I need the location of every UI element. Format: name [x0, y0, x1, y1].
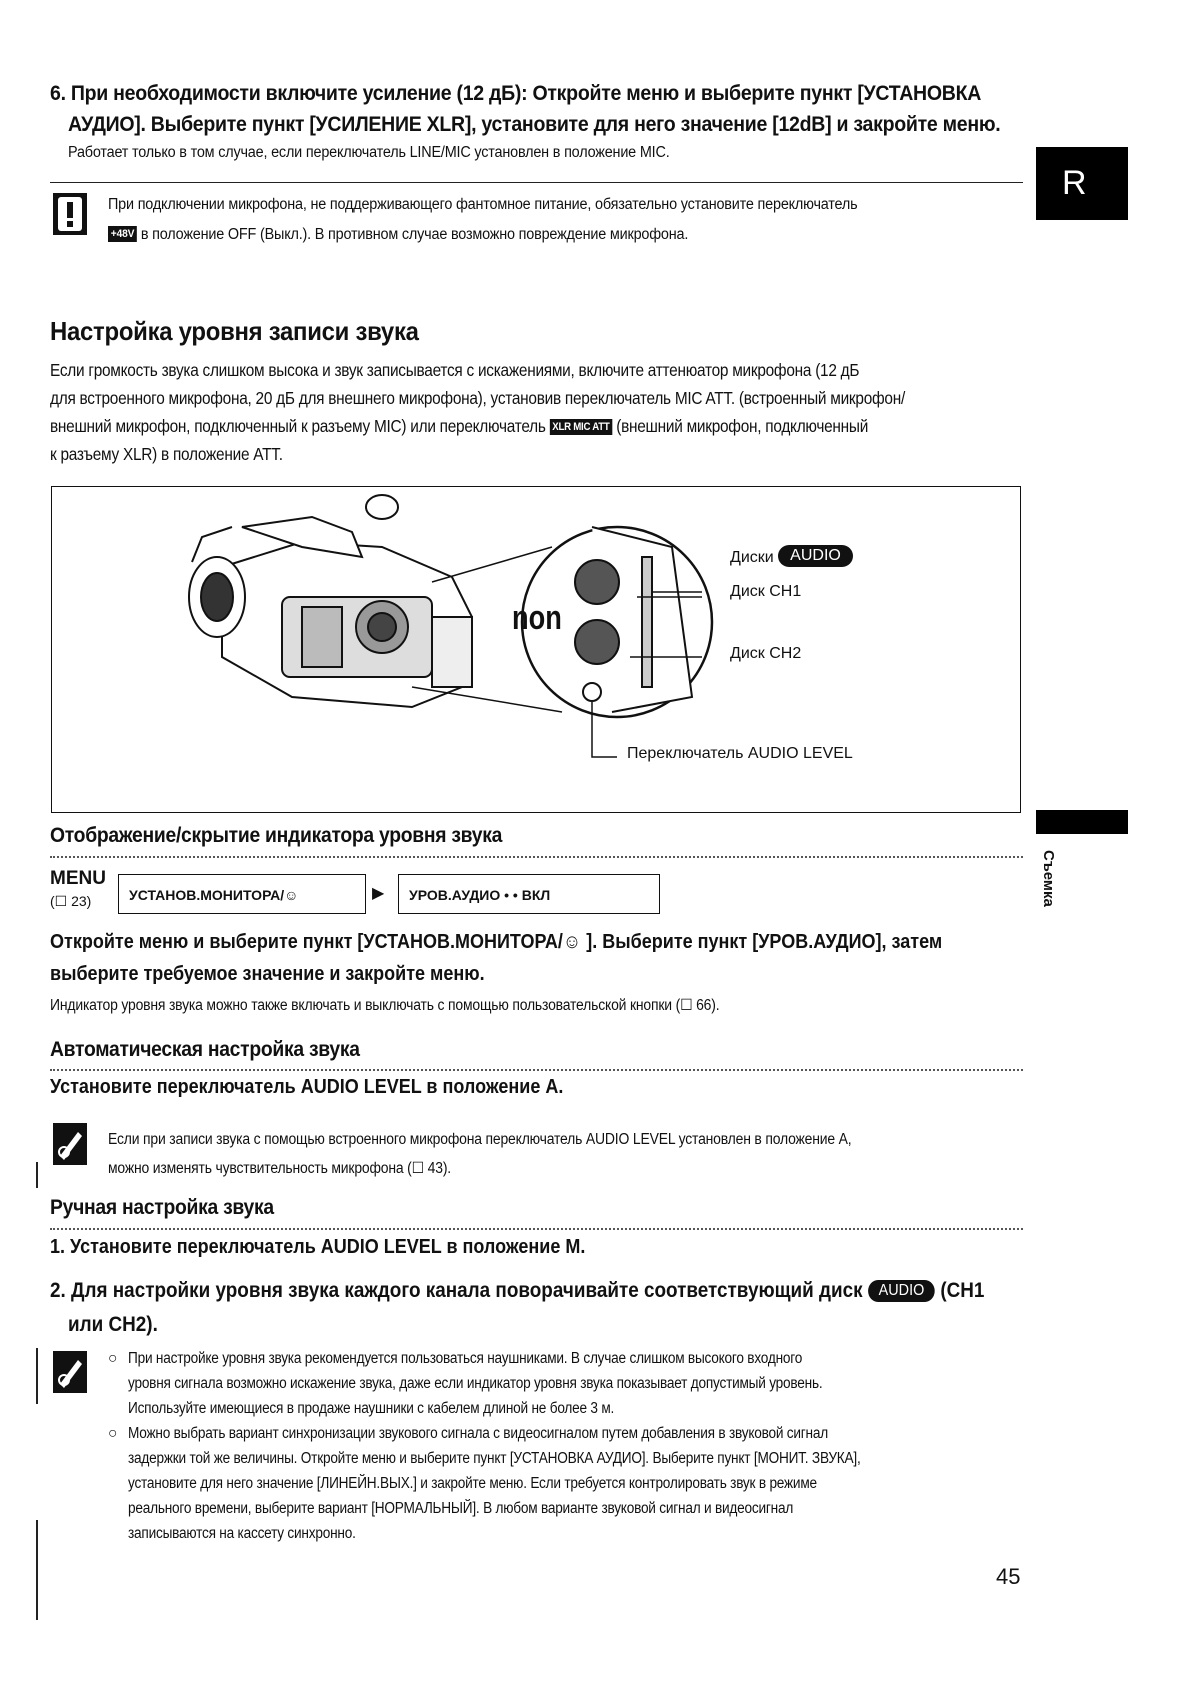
- manual-bullet-1: ○ При настройке уровня звука рекомендуется пользоваться наушниками. В случае слишком высокого входного уровня сигнала возможно искажение звука, даже если индикатор уровня звука показывает допустимый уровень. Используйте имеющиеся в продаже наушники с кабелем длиной не более 3 м.: [108, 1346, 917, 1421]
- change-bar: [36, 1162, 38, 1188]
- dotted-divider: [50, 856, 1023, 858]
- bullet-circle-icon: ○: [108, 1425, 118, 1442]
- manual-step-1: 1. Установите переключатель AUDIO LEVEL в положение M.: [50, 1236, 586, 1258]
- note-pencil-icon: [52, 1350, 88, 1394]
- warning-icon: [52, 192, 88, 236]
- dotted-divider: [50, 1069, 1023, 1071]
- section-intro: Если громкость звука слишком высока и звук записывается с искажениями, включите аттенюатор микрофона (12 дБ для встроенного микрофона, 20 дБ для внешнего микрофона), установив переключатель MIC ATT. (встроенный микрофон/ внешний микрофон, подключенный к разъему MIC) или переключатель XLR MIC ATT (внешний микрофон, подключенный к разъему XLR) в положение ATT.: [50, 360, 905, 464]
- display-note: Индикатор уровня звука можно также включать и выключать с помощью пользовательской кнопки (☐ 66).: [50, 997, 720, 1014]
- manual-bullet-2: ○ Можно выбрать вариант синхронизации звукового сигнала с видеосигналом путем добавления в звуковой сигнал задержки той же величины. Откройте меню и выберите пункт [УСТАНОВКА АУДИО]. Выберите пункт [МОНИТ. ЗВУКА], установите для него значение [ЛИНЕЙН.ВЫХ.] и закройте меню. Если требуется контролировать звук в режиме реального времени, выберите вариант [НОРМАЛЬНЫЙ]. В любом варианте звуковой сигнал и видеосигнал записываются на кассету синхронно.: [108, 1421, 960, 1546]
- label-ch2: Диск CH2: [730, 645, 802, 662]
- manual-step-2: 2. Для настройки уровня звука каждого канала поворачивайте соответствующий диск AUDIO (CH1 или CH2).: [50, 1279, 985, 1336]
- warning-text: При подключении микрофона, не поддерживающего фантомное питание, обязательно установите переключатель +48V в положение OFF (Выкл.). В противном случае возможно повреждение микрофона.: [108, 196, 858, 243]
- menu-page-ref: (☐ 23): [50, 893, 92, 909]
- label-disks: Диски AUDIO: [730, 545, 853, 567]
- auto-instruction: Установите переключатель AUDIO LEVEL в положение A.: [50, 1076, 564, 1098]
- camcorder-illustration: [52, 487, 1020, 812]
- menu-label: MENU: [50, 868, 106, 889]
- change-bar: [36, 1520, 38, 1620]
- menu-arrow-icon: ▶: [372, 885, 385, 902]
- manual-title: Ручная настройка звука: [50, 1196, 274, 1219]
- step-6-note: Работает только в том случае, если переключатель LINE/MIC установлен в положение MIC.: [68, 144, 670, 161]
- section-title: Настройка уровня записи звука: [50, 316, 419, 346]
- menu-box-monitor-setup: УСТАНОВ.МОНИТОРА/☺: [118, 874, 366, 914]
- auto-note: Если при записи звука с помощью встроенного микрофона переключатель AUDIO LEVEL установлен в положение A, можно изменять чувствительность микрофона (☐ 43).: [108, 1131, 852, 1177]
- display-instruction: Откройте меню и выберите пункт [УСТАНОВ.МОНИТОРА/☺ ]. Выберите пункт [УРОВ.АУДИО], затем выберите требуемое значение и закройте меню.: [50, 931, 943, 985]
- camera-figure: [51, 486, 1021, 813]
- audio-badge: AUDIO: [778, 545, 853, 567]
- step-6: [50, 78, 1030, 140]
- bullet-circle-icon: ○: [108, 1350, 118, 1367]
- dotted-divider: [50, 1228, 1023, 1230]
- auto-title: Автоматическая настройка звука: [50, 1038, 360, 1061]
- step-6-line1: 6. При необходимости включите усиление (12 дБ): Откройте меню и выберите пункт [УСТАНОВКА: [50, 82, 982, 105]
- label-ch1: Диск CH1: [730, 583, 802, 600]
- divider: [50, 182, 1023, 183]
- note-pencil-icon: [52, 1122, 88, 1166]
- page-number: 45: [996, 1564, 1021, 1589]
- display-title: Отображение/скрытие индикатора уровня звука: [50, 824, 503, 847]
- step-6-line2: АУДИО]. Выберите пункт [УСИЛЕНИЕ XLR], установите для него значение [12dB] и закройте меню.: [68, 113, 1001, 136]
- side-tab-label: Съемка: [1040, 850, 1057, 907]
- menu-box-audio-level: УРОВ.АУДИО • • ВКЛ: [398, 874, 660, 914]
- phantom-power-badge: +48V: [108, 226, 137, 242]
- brand-logo-fragment: non: [512, 599, 562, 637]
- audio-badge: AUDIO: [868, 1280, 935, 1302]
- section-tab-r: R: [1036, 147, 1128, 220]
- label-audio-level-switch: Переключатель AUDIO LEVEL: [627, 745, 853, 762]
- change-bar: [36, 1348, 38, 1404]
- xlr-mic-att-badge: XLR MIC ATT: [550, 419, 613, 435]
- side-tab-bar: [1036, 810, 1128, 834]
